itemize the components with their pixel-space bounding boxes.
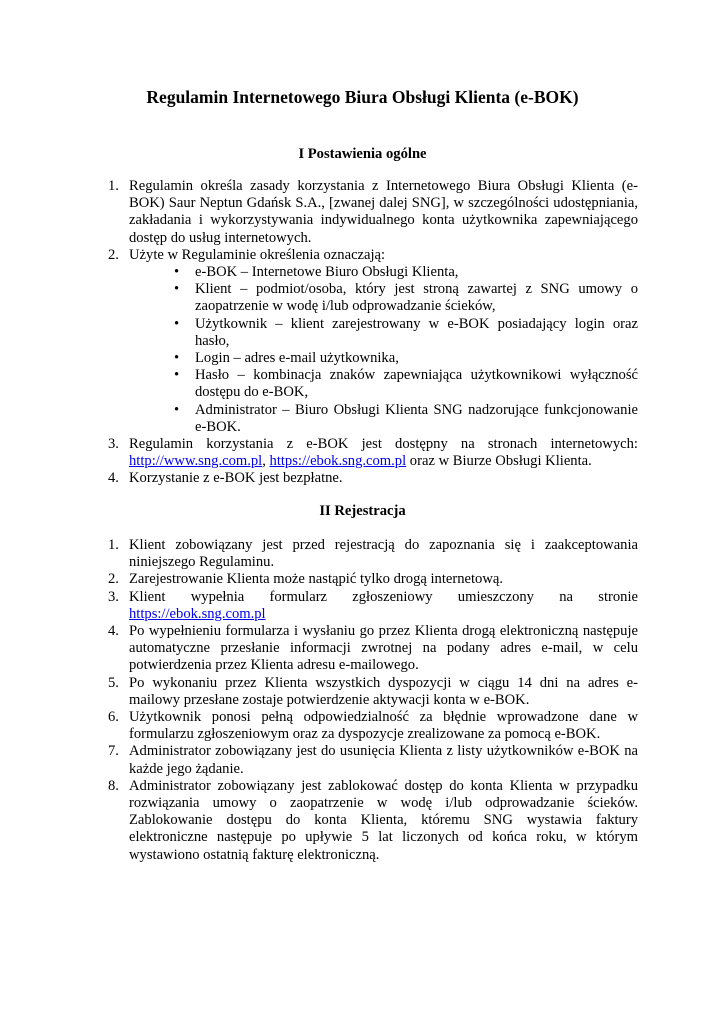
list-item	[108, 743, 638, 777]
item-number: 8.	[108, 777, 119, 794]
bullet-text: Hasło – kombinacja znaków zapewniająca użytkownikowi wyłączność dostępu do e-BOK,	[195, 367, 638, 401]
item-number: 2.	[108, 246, 119, 263]
item-number: 5.	[108, 674, 119, 691]
item-number: 4.	[108, 623, 119, 640]
separator: ,	[262, 453, 270, 470]
ebok-website-link[interactable]: https://ebok.sng.com.pl	[269, 453, 407, 470]
bullet-icon: •	[174, 264, 180, 281]
list-item	[108, 470, 638, 487]
sng-website-link[interactable]: http://www.sng.com.pl	[129, 453, 263, 470]
list-item	[108, 436, 638, 470]
item-number: 7.	[108, 743, 119, 760]
list-item	[108, 778, 638, 864]
section-heading-registration: II Rejestracja	[319, 503, 406, 519]
item-number: 6.	[108, 709, 119, 726]
bullet-text: Użytkownik – klient zarejestrowany w e-BOK posiadający login oraz hasło,	[195, 315, 638, 349]
bullet-text: Login – adres e-mail użytkownika,	[195, 350, 399, 367]
general-provisions-list	[108, 178, 638, 488]
item-text: Klient wypełnia formularz zgłoszeniowy umieszczony na stronie	[129, 588, 638, 605]
item-text: Użytkownik ponosi pełną odpowiedzialność za błędnie wprowadzone dane w formularzu zgłoszeniowym oraz za dyspozycje zrealizowane za pomocą e-BOK.	[129, 709, 638, 743]
list-item	[108, 178, 638, 247]
item-text: Korzystanie z e-BOK jest bezpłatne.	[129, 470, 343, 487]
item-number: 1.	[108, 178, 119, 194]
bullet-icon: •	[174, 367, 180, 384]
item-text: Administrator zobowiązany jest do usunięcia Klienta z listy użytkowników e-BOK na każde jego żądanie.	[129, 743, 638, 777]
list-item	[108, 675, 638, 709]
bullet-icon: •	[174, 401, 180, 418]
list-item	[108, 589, 638, 623]
item-text: Po wypełnieniu formularza i wysłaniu go przez Klienta drogą elektroniczną następuje automatyczne przesłanie informacji zwrotnej na podany adres e-mail, w celu potwierdzenia przez Klienta adresu e-mailowego.	[129, 623, 638, 674]
list-item	[108, 709, 638, 743]
section-heading-general: I Postawienia ogólne	[298, 146, 427, 162]
item-number: 2.	[108, 571, 119, 588]
bullet-item	[174, 281, 638, 315]
definitions-list	[129, 264, 638, 436]
list-item	[108, 571, 638, 588]
item-text: Klient zobowiązany jest przed rejestracją do zapoznania się i zaakceptowania niniejszego Regulaminu.	[129, 537, 638, 571]
bullet-icon: •	[174, 315, 180, 332]
item-number: 3.	[108, 436, 119, 453]
bullet-text: Administrator – Biuro Obsługi Klienta SNG nadzorujące funkcjonowanie e-BOK.	[195, 401, 638, 435]
item-text: Administrator zobowiązany jest zablokować dostęp do konta Klienta w przypadku rozwiązania umowy o zaopatrzenie w wodę i/lub odprowadzanie ścieków. Zablokowanie dostępu do konta Klienta, któremu SNG wystawia faktury elektroniczne następuje po upływie 5 lat liczonych od końca roku, w którym wystawiono ostatnią fakturę elektroniczną.	[129, 777, 638, 863]
list-item	[108, 537, 638, 571]
bullet-item	[174, 350, 638, 367]
document-title: Regulamin Internetowego Biura Obsługi Klienta (e-BOK)	[146, 87, 579, 107]
registration-list	[108, 537, 638, 864]
item-text: Użyte w Regulaminie określenia oznaczają:	[129, 246, 386, 263]
bullet-item	[174, 367, 638, 401]
item-text: Regulamin korzystania z e-BOK jest dostępny na stronach internetowych:	[129, 436, 638, 453]
item-text: Zarejestrowanie Klienta może nastąpić tylko drogą internetową.	[129, 571, 504, 588]
item-number: 4.	[108, 470, 119, 487]
bullet-item	[174, 316, 638, 350]
item-number: 1.	[108, 537, 119, 553]
bullet-text: e-BOK – Internetowe Biuro Obsługi Klienta,	[195, 264, 459, 281]
item-text: oraz w Biurze Obsługi Klienta.	[406, 453, 592, 470]
bullet-icon: •	[174, 350, 180, 367]
bullet-icon: •	[174, 281, 180, 298]
item-text: Regulamin określa zasady korzystania z Internetowego Biura Obsługi Klienta (e-BOK) Saur Neptun Gdańsk S.A., [zwanej dalej SNG], w szczególności udostępniania, zakładania i wykorzystywania indywidualnego konta użytkownika zapewniającego dostęp do usług internetowych.	[129, 178, 638, 246]
item-number: 3.	[108, 588, 119, 605]
bullet-item	[174, 402, 638, 436]
bullet-text: Klient – podmiot/osoba, który jest stroną zawartej z SNG umowy o zaopatrzenie w wodę i/lub odprowadzanie ścieków,	[195, 281, 638, 315]
item-text: Po wykonaniu przez Klienta wszystkich dyspozycji w ciągu 14 dni na adres e-mailowy przesłane zostaje potwierdzenie aktywacji konta w e-BOK.	[129, 674, 638, 708]
bullet-item	[174, 264, 638, 281]
ebok-registration-link[interactable]: https://ebok.sng.com.pl	[129, 605, 266, 622]
list-item	[108, 247, 638, 436]
list-item	[108, 623, 638, 675]
